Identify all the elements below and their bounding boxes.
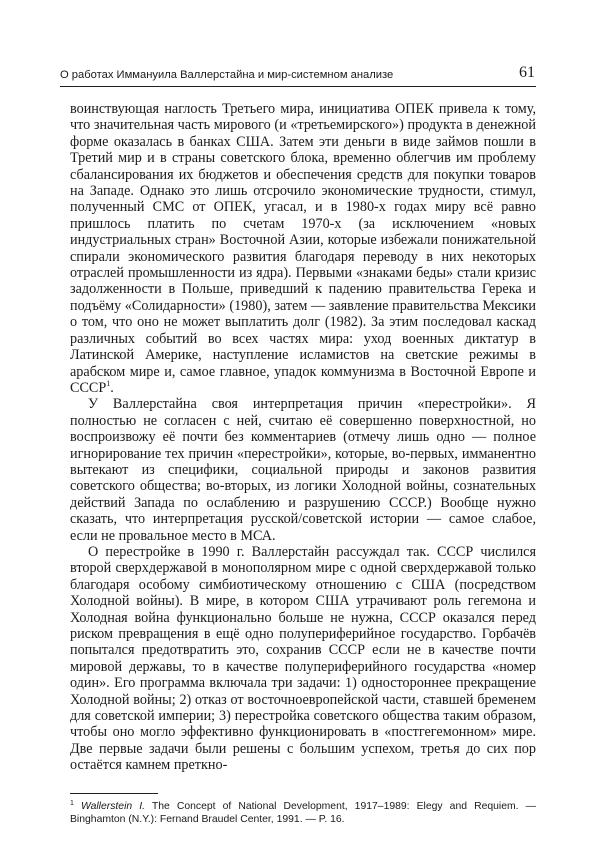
- header-rule: [60, 86, 536, 87]
- paragraph-1-text: воинствующая наглость Третьего мира, инициатива ОПЕК привела к тому, что значительная часть мирового (и «третьемирского») продукта в денежной форме оказалась в банках США. Затем эти деньги в виде займов пошли в Третий мир и в страны советского блока, временно облегчив им проблему сбалансирования их бюджетов и обеспечения средств для покупки товаров на Западе. Однако это лишь отсрочило экономические трудности, стимул, полученный СМС от ОПЕК, угасал, и в 1980-х годах миру всё равно пришлось платить по счетам 1970-х (за исключением «новых индустриальных стран» Восточной Азии, которые избежали понижательной спирали экономического развития благодаря переводу в них некоторых отраслей промышленности из ядра). Первыми «знаками беды» стали кризис задолженности в Польше, приведший к падению правительства Герека и подъёму «Солидарности» (1980), затем — заявление правительства Мексики о том, что оно не может выплатить долг (1982). За этим последовал каскад различных событий во всех частях мира: уход военных диктатур в Латинской Америке, наступление исламистов на светские режимы в арабском мире и, самое главное, упадок коммунизма в Восточной Европе и СССР: [70, 101, 536, 396]
- body-text: [70, 101, 536, 774]
- paragraph-3: О перестройке в 1990 г. Валлерстайн рассуждал так. СССР числился второй сверхдержавой в монополярном мире с одной сверхдержавой только благодаря особому симбиотическому отношению с США (посредством Холодной войны). В мире, в котором США утрачивают роль гегемона и Холодная война функционально больше не нужна, СССР оказался перед риском превращения в ещё одно полупериферийное государство. Горбачёв попытался предотвратить это, сохранив СССР если не в качестве почти мировой державы, то в качестве полупериферийного государства «номер один». Его программа включала три задачи: 1) одностороннее прекращение Холодной войны; 2) отказ от восточноевропейской части, ставшей бременем для советской империи; 3) перестройка советского общества таким образом, чтобы оно могло эффективно функционировать в «постгегемонном» мире. Две первые задачи были решены с большим успехом, третья до сих пор остаётся камнем преткно-: [70, 543, 536, 774]
- footnote-rule: [70, 793, 158, 794]
- paragraph-2: У Валлерстайна своя интерпретация причин «перестройки». Я полностью не согласен с ней, считаю её совершенно поверхностной, но воспроизвожу её почти без комментариев (отмечу лишь одно — полное игнорирование тех причин «перестройки», которые, во-первых, имманентно вытекают из специфики, социальной природы и законов развития советского общества; во-вторых, из логики Холодной войны, сознательных действий Запада по ослаблению и разрушению СССР.) Вообще нужно сказать, что интерпретация русской/советской истории — самое слабое, если не провальное место в МСА.: [70, 396, 536, 544]
- page-number: 61: [519, 64, 535, 81]
- paragraph-1: [70, 101, 536, 396]
- footnote-reference[interactable]: 1: [106, 378, 111, 388]
- footnote-author: Wallerstein I.: [80, 801, 146, 812]
- footnote: [70, 800, 536, 826]
- paragraph-1-end: .: [110, 379, 114, 396]
- footnote-text: The Concept of National Development, 1917–1989: Elegy and Requiem. — Binghamton (N.Y.): Fernand Braudel Center, 1991. — P. 16.: [70, 801, 536, 825]
- footnote-marker: 1: [70, 800, 74, 807]
- running-title: О работах Иммануила Валлерстайна и мир-системном анализе: [60, 69, 394, 81]
